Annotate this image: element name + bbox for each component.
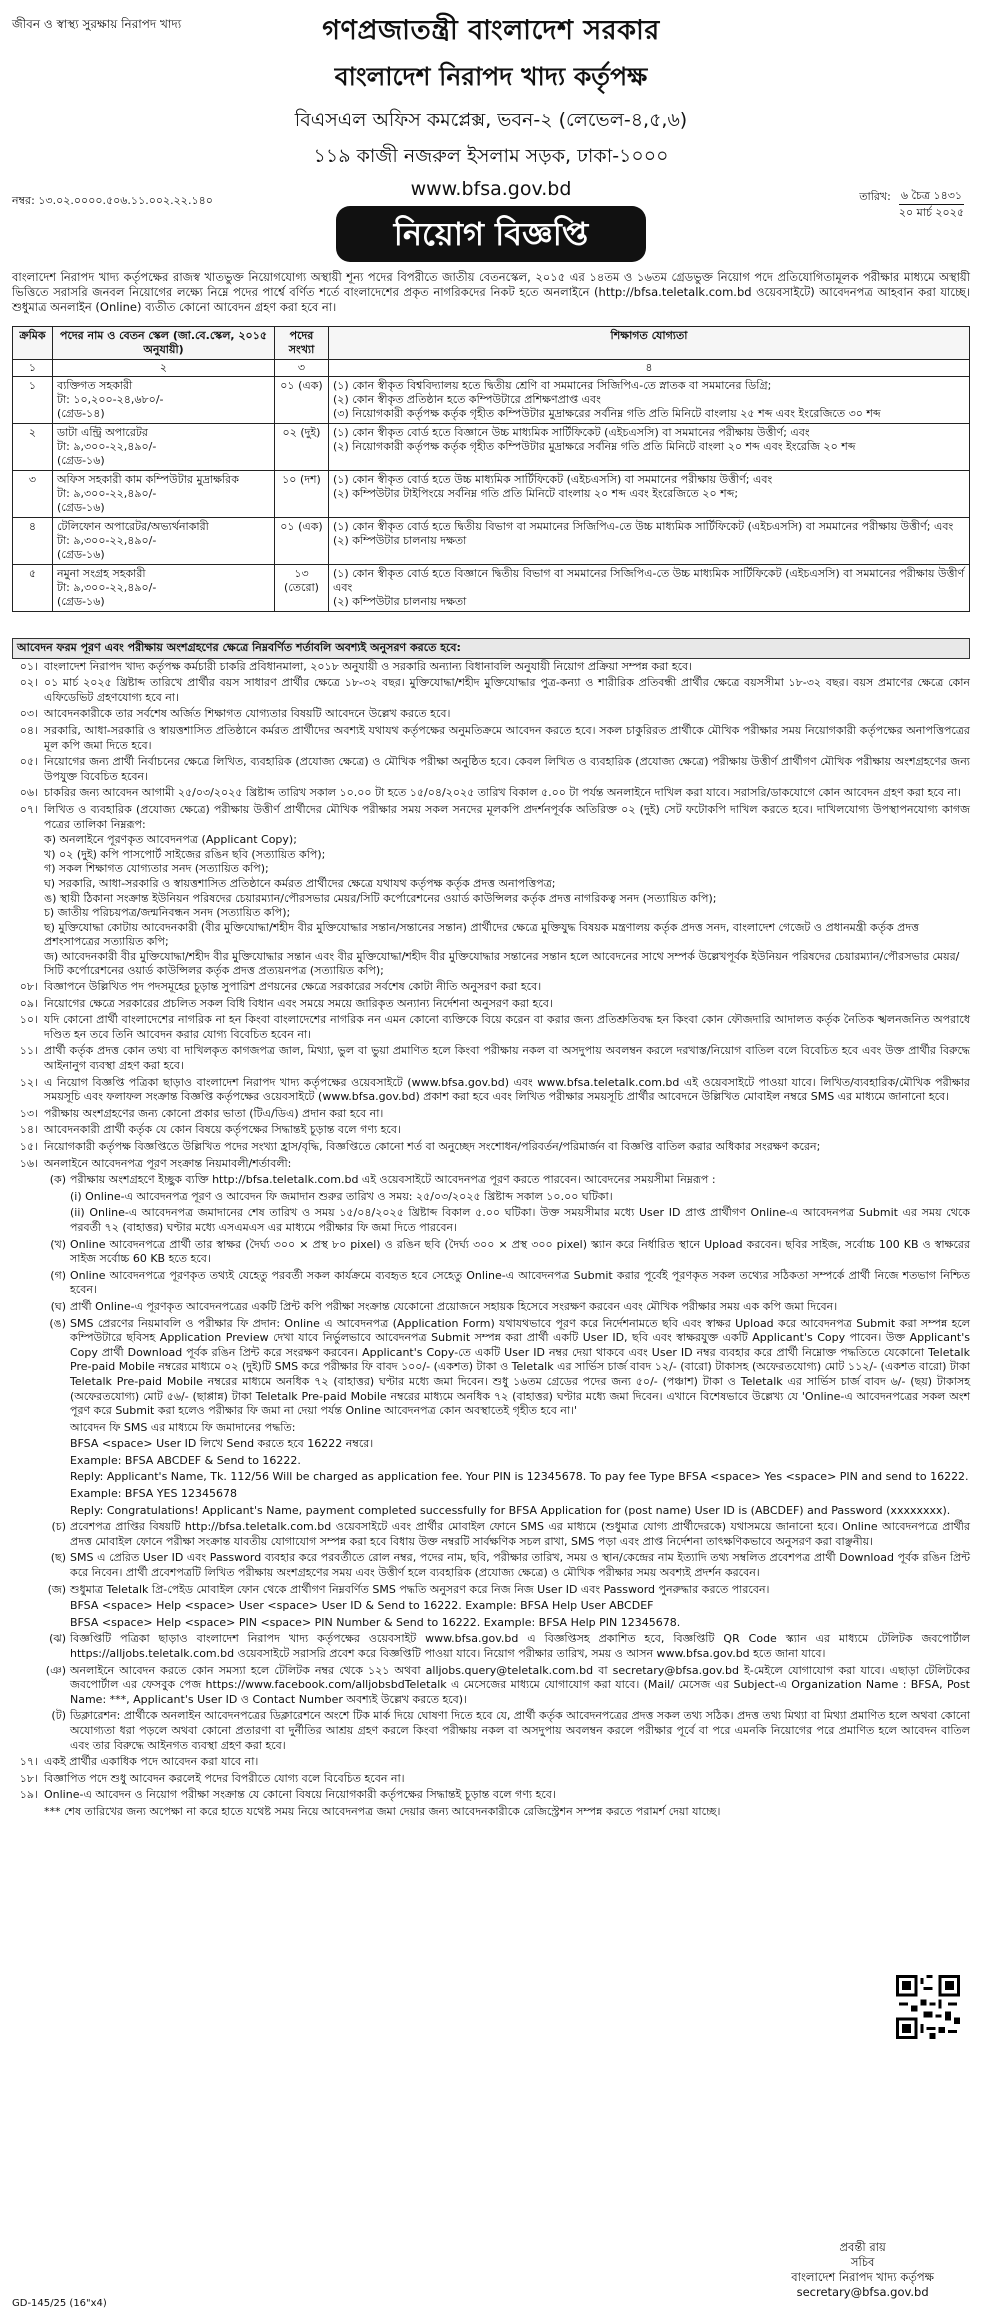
row-post [53, 565, 275, 612]
list-item [12, 1708, 970, 1754]
list-item [12, 785, 970, 802]
row-post [53, 424, 275, 471]
row-serial: ২ [13, 424, 53, 471]
list-item [12, 723, 970, 754]
document-item: ঙ) স্থায়ী ঠিকানা সংক্রান্ত ইউনিয়ন পরিষদের চেয়ারম্যান/পৌরসভার মেয়র/সিটি কর্পোরেশনের ওয়ার্ড কাউন্সিলর কর্তৃক প্রদত্ত নাগরিকত্ব সনদ (সত্যায়িত কপি); [44, 891, 717, 905]
list-item [12, 1754, 970, 1771]
qualification-item: (২) কম্পিউটার টাইপিংয়ে সর্বনিম্ন গতি প্রতি মিনিটে বাংলায় ২০ শব্দ এবং ইংরেজিতে ২০ শব্দ; [333, 487, 739, 500]
item-number: (ঞ) [45, 1663, 66, 1677]
item-text: BFSA <space> Help <space> User <space> User ID & Send to 16222. Example: BFSA Help User ABCDEF [70, 1599, 654, 1613]
list-item [12, 1503, 970, 1520]
post-scale: টা: ৯,৩০০-২২,৪৯০/- [57, 534, 157, 547]
document-item: খ) ০২ (দুই) কপি পাসপোর্ট সাইজের রঙিন ছবি (সত্যায়িত কপি); [44, 847, 326, 861]
government-title: গণপ্রজাতন্ত্রী বাংলাদেশ সরকার [322, 15, 660, 46]
list-item [12, 1436, 970, 1453]
item-number: ১৭। [19, 1755, 38, 1769]
intro-paragraph: বাংলাদেশ নিরাপদ খাদ্য কর্তৃপক্ষের রাজস্ব খাতভুক্ত নিয়োগযোগ্য অস্থায়ী শূন্য পদের বিপরীতে জাতীয় বেতনস্কেল, ২০১৫ এর ১৪তম ও ১৬তম গ্রেডভুক্ত নিয়োগ পদে প্রতিযোগিতামূলক পরীক্ষার মাধ্যমে অস্থায়ী ভিত্তিতে সরাসরি জনবল নিয়োগের লক্ষ্যে নিম্নে পদের পার্শ্বে বর্ণিত শর্তে বাংলাদেশের প্রকৃত নাগরিকদের নিকট হতে অনলাইনে (http://bfsa.teletalk.com.bd ওয়েবসাইটে) আবেদনপত্র আহবান করা যাচ্ছে। শুধুমাত্র অনলাইন (Online) ব্যতীত কোনো আবেদন গ্রহণ করা হবে না। [12, 270, 970, 314]
item-number: ১১। [19, 1044, 38, 1058]
document-item: ছ) মুক্তিযোদ্ধা কোটায় আবেদনকারী (বীর মুক্তিযোদ্ধা/শহীদ বীর মুক্তিযোদ্ধার সন্তান/সন্তানের সন্তান) প্রার্থীদের ক্ষেত্রে মুক্তিযুদ্ধ বিষয়ক মন্ত্রণালয় কর্তৃক প্রদত্ত সনদ, বাংলাদেশ গেজেট ও প্রধানমন্ত্রী কর্তৃক প্রদত্ত প্রশংসাপত্রের সত্যায়িত কপি; [44, 920, 920, 949]
item-number: (ঘ) [50, 1299, 66, 1313]
item-number [44, 1190, 66, 1205]
date-bangla: ৬ চৈত্র ১৪৩১ [899, 188, 964, 205]
signatory-name: প্রবন্তী রায় [839, 2240, 886, 2254]
item-number [44, 1437, 66, 1452]
col-num: ১ [13, 360, 53, 377]
list-item [12, 1615, 970, 1632]
qualification-item: (১) কোন স্বীকৃত বোর্ড হতে বিজ্ঞানে উচ্চ মাধ্যমিক সার্টিফিকেট (এইচএসসি) বা সমমানের পরীক্ষায় উত্তীর্ণ; এবং [333, 426, 810, 439]
item-number: ০৯। [19, 996, 38, 1010]
col-num: ৩ [275, 360, 329, 377]
list-item [12, 1106, 970, 1123]
item-number: ০৬। [19, 786, 38, 800]
list-item [12, 1804, 970, 1821]
item-number: (ট) [51, 1709, 66, 1723]
post-grade: (গ্রেড-১৬) [57, 595, 105, 608]
item-text: *** শেষ তারিখের জন্য অপেক্ষা না করে হাতে যথেষ্ট সময় নিয়ে আবেদনপত্র জমা দেয়ার জন্য আবেদনকারীকে রেজিস্ট্রেশন সম্পন্ন করতে পরামর্শ দেয়া যাচ্ছে। [44, 1804, 721, 1818]
table-row [13, 471, 970, 518]
item-text: Online আবেদনপত্রে পূরণকৃত তথ্যই যেহেতু পরবর্তী সকল কার্যক্রমে ব্যবহৃত হবে সেহেতু Online-এ আবেদনপত্র Submit করার পূর্বেই পূরণকৃত সকল তথ্যের সঠিকতা সম্পর্কে প্রার্থী নিজে শতভাগ নিশ্চিত হবেন। [70, 1268, 970, 1297]
document-item: গ) সকল শিক্ষাগত যোগ্যতার সনদ (সত্যায়িত কপি); [44, 862, 269, 876]
item-number [44, 1470, 66, 1485]
post-scale: টা: ৯,৩০০-২২,৪৯০/- [57, 581, 157, 594]
watermark [372, 1138, 672, 1228]
qualification-item: (১) কোন স্বীকৃত বিশ্ববিদ্যালয় হতে দ্বিতীয় শ্রেণি বা সমমানের সিজিপিএ-তে স্নাতক বা সমমানের ডিগ্রি; [333, 379, 772, 392]
list-item [12, 1316, 970, 1420]
table-row [13, 565, 970, 612]
website-line: www.bfsa.gov.bd [410, 178, 572, 200]
post-grade: (গ্রেড-১৬) [57, 501, 105, 514]
item-text: Example: BFSA ABCDEF & Send to 16222. [70, 1453, 301, 1467]
post-post: টেলিফোন অপারেটর/অভ্যর্থনাকারী [57, 520, 209, 533]
row-count: ১৩ (তেরো) [275, 565, 329, 612]
list-item [12, 1469, 970, 1486]
post-post: অফিস সহকারী কাম কম্পিউটার মুদ্রাক্ষরিক [57, 473, 239, 486]
list-item [12, 1787, 970, 1804]
item-text: অনলাইনে আবেদনপত্র পূরণ সংক্রান্ত নিয়মাবলী/শর্তাবলী: [44, 1156, 292, 1170]
item-text: পরীক্ষায় অংশগ্রহণে ইচ্ছুক ব্যক্তি http://bfsa.teletalk.com.bd এই ওয়েবসাইটে আবেদনপত্র পূরণ করতে পারবেন। আবেদনের সময়সীমা নিম্নরূপ : [70, 1173, 716, 1187]
post-post: ডাটা এন্ট্রি অপারেটর [57, 426, 148, 439]
item-text: Example: BFSA YES 12345678 [70, 1487, 237, 1501]
row-count: ০২ (দুই) [275, 424, 329, 471]
table-row [13, 518, 970, 565]
item-text: প্রবেশপত্র প্রাপ্তির বিষয়টি http://bfsa.teletalk.com.bd ওয়েবসাইটে এবং প্রার্থীর মোবাইল ফোনে SMS এর মাধ্যমে (শুধুমাত্র যোগ্য প্রার্থীদেরকে) যথাসময়ে জানানো হবে। Online আবেদনপত্রে প্রার্থীর প্রদত্ত মোবাইল ফোনে পরীক্ষা সংক্রান্ত যাবতীয় যোগাযোগ সম্পন্ন করা হবে বিধায় উক্ত নম্বরটি সার্বক্ষণিক সচল রাখা, SMS পড়া এবং প্রাপ্ত নির্দেশনা তাৎক্ষণিকভাবে অনুসরণ করা বাঞ্ছনীয়। [70, 1520, 970, 1548]
item-text: SMS এ প্রেরিত User ID এবং Password ব্যবহার করে পরবর্তীতে রোল নম্বর, পদের নাম, ছবি, পরীক্ষার তারিখ, সময় ও স্থান/কেন্দ্রের নাম ইত্যাদি তথ্য সম্বলিত প্রবেশপত্র প্রার্থী Download পূর্বক রঙিন প্রিন্ট করে নিবেন। প্রার্থী প্রবেশপত্রটি লিখিত পরীক্ষায় অংশগ্রহণের সময় এবং উত্তীর্ণ হলে ব্যবহারিক (প্রযোজ্য ক্ষেত্রে) ও মৌখিক পরীক্ষার সময় অবশ্যই প্রদর্শন করবেন। [70, 1551, 970, 1580]
list-item [12, 1663, 970, 1709]
item-number: (চ) [51, 1520, 66, 1534]
item-number [44, 1421, 66, 1436]
list-item [12, 754, 970, 785]
item-text: বাংলাদেশ নিরাপদ খাদ্য কর্তৃপক্ষ কর্মচারী চাকরি প্রবিধানমালা, ২০১৮ অনুযায়ী ও সরকারি অন্যান্য বিধানাবলি অনুযায়ী নিয়োগ প্রক্রিয়া সম্পন্ন করা হবে। [44, 659, 693, 673]
item-number [44, 1599, 66, 1614]
item-number: ০১। [19, 659, 38, 673]
item-number [44, 1616, 66, 1631]
signatory-title: সচিব [850, 2255, 875, 2269]
qualification-item: (১) কোন স্বীকৃত বোর্ড হতে বিজ্ঞানে দ্বিতীয় বিভাগ বা সমমানের সিজিপিএ-তে উচ্চ মাধ্যমিক সার্টিফিকেট (এইচএসসি) বা সমমানের পরীক্ষায় উত্তীর্ণ এবং [333, 567, 965, 594]
list-item [12, 1486, 970, 1503]
signatory-org: বাংলাদেশ নিরাপদ খাদ্য কর্তৃপক্ষ [791, 2270, 934, 2284]
item-number [44, 1487, 66, 1502]
qualification-item: (৩) নিয়োগকারী কর্তৃপক্ষ কর্তৃক গৃহীত কম্পিউটার মুদ্রাক্ষরের সর্বনিম্ন গতি প্রতি মিনিটে বাংলায় ২৫ শব্দ এবং ইংরেজিতে ৩০ শব্দ [333, 407, 881, 420]
item-text: Online-এ আবেদন ও নিয়োগ পরীক্ষা সংক্রান্ত যে কোনো বিষয়ে নিয়োগকারী কর্তৃপক্ষের সিদ্ধান্তই চূড়ান্ত বলে গণ্য হবে। [44, 1788, 556, 1802]
row-qualification [329, 471, 970, 518]
col-post: পদের নাম ও বেতন স্কেল (জা.বে.স্কেল, ২০১৫ অনুযায়ী) [53, 327, 275, 360]
item-number: (খ) [50, 1237, 66, 1251]
item-number: ০৩। [19, 707, 38, 721]
item-number: (ছ) [50, 1551, 66, 1565]
list-item [12, 802, 970, 833]
item-number: ১৯। [19, 1788, 38, 1802]
item-text: BFSA <space> Help <space> PIN <space> PIN Number & Send to 16222. Example: BFSA Help PIN 12345678. [70, 1615, 681, 1629]
notice-banner: নিয়োগ বিজ্ঞপ্তি [336, 206, 646, 262]
list-item [12, 659, 970, 676]
posts-table [12, 326, 970, 612]
item-text: প্রার্থী Online-এ পূরণকৃত আবেদনপত্রের একটি প্রিন্ট কপি পরীক্ষা সংক্রান্ত যেকোনো প্রয়োজনে সহায়ক হিসেবে সংরক্ষণ করবেন এবং মৌখিক পরীক্ষার সময় এক কপি জমা দিবেন। [70, 1299, 838, 1313]
item-text: SMS প্রেরণের নিয়মাবলি ও পরীক্ষার ফি প্রদান: Online এ আবেদনপত্র (Application Form) যথাযথভাবে পূরণ করে নির্দেশনামতে ছবি এবং স্বাক্ষর Upload করে আবেদনপত্র Submit করা সম্পন্ন হলে কম্পিউটারে ছবিসহ Application Preview দেখা যাবে নির্ভুলভাবে আবেদনপত্র Submit সম্পন্ন করা প্রার্থী একটি User ID, ছবি এবং স্বাক্ষরযুক্ত একটি Applicant's Copy পাবেন। উক্ত Applicant's Copy প্রার্থী Download পূর্বক রঙিন প্রিন্ট করে সংরক্ষণ করবেন। Applicant's Copy-তে একটি User ID নম্বর দেয়া থাকবে এবং User ID নম্বর ব্যবহার করে প্রার্থী নিম্নোক্ত পদ্ধতিতে যেকোনো Teletalk Pre-paid Mobile নম্বরের মাধ্যমে ০২ (দুই)টি SMS করে পরীক্ষার ফি বাবদ ১০০/- (একশত) টাকা ও Teletalk এর সার্ভিস চার্জ বাবদ ১২/- (বারো) টাকাসহ (অফেরতযোগ্য) মোট ১১২/- (একশত বারো) টাকা Teletalk Pre-paid Mobile নম্বরের মাধ্যমে অনধিক ৭২ (বাহাত্তর) ঘণ্টার মধ্যে জমা দিবেন। শুধু ১৬তম গ্রেডের পদের জন্য ৫০/- (পঞ্চাশ) টাকা ও Teletalk এর সার্ভিস চার্জ বাবদ ৬/- (ছয়) টাকাসহ (অফেরতযোগ্য) মোট ৫৬/- (ছাপ্পান্ন) টাকা Teletalk Pre-paid Mobile নম্বরের মাধ্যমে অনধিক ৭২ (বাহাত্তর) ঘণ্টার মধ্যে জমা দিবেন। এখানে বিশেষভাবে উল্লেখ্য যে 'Online-এ আবেদনপত্রের সকল অংশ পূরণ করে Submit করা হলেও পরীক্ষার ফি জমা না দেয়া পর্যন্ত Online আবেদনপত্র কোন অবস্থাতেই গৃহীত হবে না।' [70, 1316, 971, 1418]
post-post: নমুনা সংগ্রহ সহকারী [57, 567, 146, 580]
item-number [44, 1454, 66, 1469]
item-number: ০৪। [19, 723, 38, 737]
table-row [13, 424, 970, 471]
item-text: এ নিয়োগ বিজ্ঞপ্তি পত্রিকা ছাড়াও বাংলাদেশ নিরাপদ খাদ্য কর্তৃপক্ষের ওয়েবসাইটে (www.bfsa.gov.bd) এবং www.bfsa.teletalk.com.bd এই ওয়েবসাইটে পাওয়া যাবে। লিখিত/ব্যবহারিক/মৌখিক পরীক্ষার সময়সূচি এবং ফলাফল সংক্রান্ত বিজ্ঞপ্তি কর্তৃপক্ষের ওয়েবসাইটে (www.bfsa.gov.bd) প্রকাশ করা হবে এবং লিখিত পরীক্ষার সময়সূচি প্রার্থীর আবেদনে উল্লিখিত মোবাইল নম্বরে SMS এর মাধ্যমে জানানো হবে। [44, 1075, 970, 1104]
item-text: নিয়োগের জন্য প্রার্থী নির্বাচনের ক্ষেত্রে লিখিত, ব্যবহারিক (প্রযোজ্য ক্ষেত্রে) ও মৌখিক পরীক্ষা অনুষ্ঠিত হবে। কেবল লিখিত ও ব্যবহারিক (প্রযোজ্য ক্ষেত্রে) পরীক্ষায় উত্তীর্ণ প্রার্থীগণ মৌখিক পরীক্ষায় অংশগ্রহণের জন্য উপযুক্ত বিবেচিত হবেন। [44, 755, 970, 783]
list-item [12, 675, 970, 706]
post-post: ব্যক্তিগত সহকারী [57, 379, 133, 392]
row-serial: ৫ [13, 565, 53, 612]
item-number: (গ) [50, 1268, 66, 1282]
item-text: Reply: Applicant's Name, Tk. 112/56 Will be charged as application fee. Your PIN is 12345678. To pay fee Type BFSA <space> Yes <space> PIN and send to 16222. [70, 1470, 969, 1484]
date-label: তারিখ: [859, 190, 891, 203]
post-grade: (গ্রেড-১৬) [57, 454, 105, 467]
qualification-item: (২) কম্পিউটার চালনায় দক্ষতা [333, 534, 467, 547]
qualification-item: (২) নিয়োগকারী কর্তৃপক্ষ কর্তৃক গৃহীত কম্পিউটার মুদ্রাক্ষরে সর্বনিম্ন গতি প্রতি মিনিটে বাংলা ২০ শব্দ এবং ইংরেজি ২০ শব্দ [333, 440, 856, 453]
col-num: ২ [53, 360, 275, 377]
item-text: চাকরির জন্য আবেদন আগামী ২৫/০৩/২০২৫ খ্রিষ্টাব্দ তারিখ সকাল ১০.০০ টা হতে ১৫/০৪/২০২৫ তারিখ বিকাল ৫.০০ টা পর্যন্ত অনলাইনে দাখিল করা যাবে। সরাসরি/ডাকযোগে কোন আবেদন গ্রহণ করা হবে না। [44, 786, 962, 800]
col-num: ৪ [329, 360, 970, 377]
item-text: আবেদনকারীকে তার সর্বশেষ অর্জিত শিক্ষাগত যোগ্যতার বিষয়টি আবেদনে উল্লেখ করতে হবে। [44, 707, 451, 721]
list-item [12, 1237, 970, 1268]
row-post [53, 518, 275, 565]
item-number [44, 1206, 66, 1235]
row-count: ১০ (দশ) [275, 471, 329, 518]
conditions-heading: আবেদন ফরম পূরণ এবং পরীক্ষায় অংশগ্রহণের ক্ষেত্রে নিম্নবর্ণিত শর্তাবলি অবশ্যই অনুসরণ করতে হবে: [12, 638, 970, 659]
item-number: ০২। [19, 676, 38, 690]
col-serial: ক্রমিক [13, 327, 53, 360]
agency-title: বাংলাদেশ নিরাপদ খাদ্য কর্তৃপক্ষ [334, 62, 648, 91]
list-item [12, 1453, 970, 1470]
row-qualification [329, 377, 970, 424]
item-text: সরকারি, আধা-সরকারি ও স্বায়ত্তশাসিত প্রতিষ্ঠানে কর্মরত প্রার্থীদের অবশ্যই যথাযথ কর্তৃপক্ষের অনুমতিক্রমে আবেদন করতে হবে। সকল চাকুরিরত প্রার্থীকে মৌখিক পরীক্ষার সময় নিয়োগকারী কর্তৃপক্ষের অনাপত্তিপত্রের মূল কপি জমা দিতে হবে। [44, 723, 970, 752]
building-line: বিএসএল অফিস কমপ্লেক্স, ভবন-২ (লেভেল-৪,৫,৬) [294, 109, 688, 131]
col-qualification: শিক্ষাগত যোগ্যতা [329, 327, 970, 360]
list-item [12, 1771, 970, 1788]
row-qualification [329, 424, 970, 471]
item-text: বিজ্ঞাপিত পদে শুধু আবেদন করলেই পদের বিপরীতে যোগ্য বলে বিবেচিত হবেন না। [44, 1771, 405, 1785]
item-text: পরীক্ষায় অংশগ্রহণের জন্য কোনো প্রকার ভাতা (টিএ/ডিএ) প্রদান করা হবে না। [44, 1106, 384, 1120]
list-item [12, 979, 970, 996]
list-item [12, 1582, 970, 1599]
item-number: (জ) [47, 1582, 66, 1596]
item-text: আবেদন ফি SMS এর মাধ্যমে ফি জমাদানের পদ্ধতি: [70, 1420, 296, 1434]
item-number: ১৩। [19, 1106, 38, 1120]
list-item [12, 1012, 970, 1043]
list-item [12, 1420, 970, 1437]
list-item [12, 1299, 970, 1316]
list-item [12, 1075, 970, 1106]
item-number: ০৫। [19, 755, 38, 769]
signatory-email[interactable]: secretary@bfsa.gov.bd [796, 2285, 929, 2299]
row-qualification [329, 518, 970, 565]
item-text: ০১ মার্চ ২০২৫ খ্রিষ্টাব্দ তারিখে প্রার্থীর বয়স সাধারণ প্রার্থীর ক্ষেত্রে ১৮-৩২ বছর। মুক্তিযোদ্ধা/শহীদ মুক্তিযোদ্ধার পুত্র-কন্যা ও শারীরিক প্রতিবন্ধী প্রার্থীর ক্ষেত্রে বয়সসীমা ১৮-৩২ বছর। বয়স প্রমাণের ক্ষেত্রে কোন এফিডেভিট গ্রহণযোগ্য হবে না। [44, 676, 970, 704]
qualification-item: (১) কোন স্বীকৃত বোর্ড হতে উচ্চ মাধ্যমিক সার্টিফিকেট (এইচএসসি) বা সমমানের পরীক্ষায় উত্তীর্ণ; এবং [333, 473, 773, 486]
table-row [13, 377, 970, 424]
item-number [44, 1504, 66, 1519]
item-text: Reply: Congratulations! Applicant's Name, payment completed successfully for BFSA Application for (post name) User ID is (ABCDEF) and Password (xxxxxxxx). [70, 1503, 951, 1517]
address-line: ১১৯ কাজী নজরুল ইসলাম সড়ক, ঢাকা-১০০০ [313, 145, 669, 167]
item-text: বিজ্ঞপ্তিটি পত্রিকা ছাড়াও বাংলাদেশ নিরাপদ খাদ্য কর্তৃপক্ষের ওয়েবসাইট www.bfsa.gov.bd এ বিজ্ঞপ্তিসহ প্রকাশিত হবে, বিজ্ঞপ্তিটি QR Code স্ক্যান এর মাধ্যমে টেলিটক জবপোর্টাল https://alljobs.teletalk.com.bd ওয়েবসাইটে সরাসরি প্রবেশ করে বিজ্ঞপ্তিটি পাওয়া যাবে। নিয়োগ পরীক্ষার তারিখ, সময় ও আসন www.bfsa.gov.bd হতে জানা যাবে। [70, 1632, 970, 1660]
item-text: Online আবেদনপত্রে প্রার্থী তার স্বাক্ষর (দৈর্ঘ্য ৩০০ × প্রস্থ ৮০ pixel) ও রঙিন ছবি (দৈর্ঘ্য ৩০০ × প্রস্থ ৩০০ pixel) স্ক্যান করে নির্ধারিত স্থানে Upload করবেন। ছবির সাইজ, সর্বোচ্চ 100 KB ও স্বাক্ষরের সাইজ সর্বোচ্চ 60 KB হতে হবে। [70, 1237, 970, 1266]
letterhead [12, 8, 970, 200]
document-item: ক) অনলাইনে পূরণকৃত আবেদনপত্র (Applicant Copy); [44, 833, 297, 847]
list-item [12, 1631, 970, 1662]
item-text: অনলাইনে আবেদন করতে কোন সমস্যা হলে টেলিটক নম্বর থেকে ১২১ অথবা alljobs.query@teletalk.com.bd বা secretary@bfsa.gov.bd ই-মেইলে যোগাযোগ করা যাবে। এছাড়া টেলিটকের জবপোর্টাল এর ফেসবুক পেজ https://www.facebook.com/alljobsbdTeletalk এ মেসেজের মাধ্যমে যোগাযোগ করা যাবে। (Mail/ মেসেজ এর Subject-এ Organization Name : BFSA, Post Name: ***, Applicant's User ID ও Contact Number অবশ্যই উল্লেখ করতে হবে)। [70, 1663, 970, 1706]
notice-page [12, 8, 970, 2316]
item-text: আবেদনকারী প্রার্থী কর্তৃক যে কোন বিষয়ে কর্তৃপক্ষের সিদ্ধান্তই চূড়ান্ত বলে গণ্য হবে। [44, 1123, 401, 1137]
qr-code-icon[interactable] [896, 1975, 960, 2039]
signature-block [791, 2240, 934, 2300]
item-number: (ঙ) [49, 1316, 66, 1330]
document-item: ঘ) সরকারি, আধা-সরকারি ও স্বায়ত্তশাসিত প্রতিষ্ঠানে কর্মরত প্রার্থীদের ক্ষেত্রে যথাযথ কর্তৃপক্ষ কর্তৃক প্রদত্ত অনাপত্তিপত্র; [44, 876, 556, 890]
list-item [12, 1519, 970, 1550]
list-item [12, 706, 970, 723]
date-block [859, 188, 964, 221]
item-number: ১০। [19, 1013, 38, 1027]
document-item: চ) জাতীয় পরিচয়পত্র/জন্মনিবন্ধন সনদ (সত্যায়িত কপি); [44, 906, 291, 920]
date-english: ২০ মার্চ ২০২৫ [898, 206, 964, 219]
document-item: জ) আবেদনকারী বীর মুক্তিযোদ্ধা/শহীদ বীর মুক্তিযোদ্ধার সন্তান এবং বীর মুক্তিযোদ্ধা/শহীদ বীর মুক্তিযোদ্ধার সন্তানের সন্তান হলে আবেদনের সাথে সম্পর্ক উল্লেখপূর্বক ইউনিয়ন পরিষদের চেয়ারম্যান/পৌরসভার মেয়র/সিটি কর্পোরেশনের ওয়ার্ড কাউন্সিলর কর্তৃক প্রদত্ত প্রত্যয়নপত্র (সত্যায়িত কপি); [44, 949, 960, 978]
item-text: নিয়োগকারী কর্তৃপক্ষ বিজ্ঞপ্তিতে উল্লিখিত পদের সংখ্যা হ্রাস/বৃদ্ধি, বিজ্ঞপ্তিতে কোনো শর্ত বা অনুচ্ছেদ সংশোধন/পরিবর্তন/পরিমার্জন বা বিজ্ঞপ্তি বাতিল করার অধিকার সংরক্ষণ করেন; [44, 1140, 821, 1153]
post-scale: টা: ৯,৩০০-২২,৪৯০/- [57, 440, 157, 453]
post-scale: টা: ১০,২০০-২৪,৬৮০/- [57, 393, 164, 406]
item-text: শুধুমাত্র Teletalk প্রি-পেইড মোবাইল ফোন থেকে প্রার্থীগণ নিম্নবর্ণিত SMS পদ্ধতি অনুসরণ করে নিজ নিজ User ID এবং Password পুনরুদ্ধার করতে পারবেন। [70, 1582, 770, 1596]
item-number: (ঝ) [49, 1632, 66, 1646]
memo-number: নম্বর: ১৩.০২.০০০০.৫০৬.১১.০০২.২২.১৪০ [12, 194, 213, 207]
item-text: ডিক্লারেশন: প্রার্থীকে অনলাইন আবেদনপত্রের ডিক্লারেশনে অংশে টিক মার্ক দিয়ে ঘোষণা দিতে হবে যে, প্রার্থী কর্তৃক আবেদনপত্রের প্রদত্ত সকল তথ্য সঠিক। প্রদত্ত তথ্য মিথ্যা বা মিথ্যা প্রমাণিত হলে অথবা কোনো অযোগ্যতা ধরা পড়লে অথবা কোনো প্রতারণা বা দুর্নীতির আশ্রয় গ্রহণ করলে কিংবা পরীক্ষায় নকল বা অসদুপায় অবলম্বন করলে পরীক্ষার পূর্বে বা পরে এমনকি নিয়োগের পরে প্রমাণিত হলে আবেদন বাতিল এবং তার বিরুদ্ধে আইনগত ব্যবস্থা গ্রহণ করা হবে। [70, 1709, 970, 1752]
item-number [12, 1805, 38, 1820]
item-number: ১২। [19, 1075, 38, 1089]
item-text: নিয়োগের ক্ষেত্রে সরকারের প্রচলিত সকল বিধি বিধান এবং সময়ে সময়ে জারিকৃত অন্যান্য নির্দেশনা অনুসরণ করা হবে। [44, 996, 553, 1010]
col-count: পদের সংখ্যা [275, 327, 329, 360]
list-item [12, 1598, 970, 1615]
row-serial: ৩ [13, 471, 53, 518]
item-text: লিখিত ও ব্যবহারিক (প্রযোজ্য ক্ষেত্রে) পরীক্ষায় উত্তীর্ণ প্রার্থীদের মৌখিক পরীক্ষার সময় সকল সনদের মূলকপি প্রদর্শনপূর্বক অতিরিক্ত ০২ (দুই) সেট ফটোকপি দাখিল করতে হবে। দাখিলযোগ্য উপস্থাপনযোগ্য কাগজ পত্রের তালিকা নিম্নরূপ: [44, 802, 970, 831]
item-number: ১৫। [19, 1140, 38, 1153]
item-text: একই প্রার্থীর একাধিক পদে আবেদন করা যাবে না। [44, 1755, 259, 1769]
row-count: ০১ (এক) [275, 518, 329, 565]
item-text: (ii) Online-এ আবেদনপত্র জমাদানের শেষ তারিখ ও সময় ১৫/০৪/২০২৫ খ্রিষ্টাব্দ বিকাল ৫.০০ ঘটিকা। উক্ত সময়সীমার মধ্যে User ID প্রাপ্ত প্রার্থীগণ Online-এ আবেদনপত্র Submit এর সময় থেকে পরবর্তী ৭২ (বাহাত্তর) ঘণ্টার মধ্যে এসএমএস এর মাধ্যমে পরীক্ষার ফি জমা দিতে পারবেন। [70, 1206, 970, 1234]
qualification-item: (২) কোন স্বীকৃত প্রতিষ্ঠান হতে কম্পিউটারে প্রশিক্ষণপ্রাপ্ত এবং [333, 393, 601, 406]
item-number: ১৬। [19, 1156, 38, 1170]
footer-code: GD-145/25 (16"x4) [12, 2298, 107, 2309]
row-post [53, 377, 275, 424]
list-item [12, 1268, 970, 1299]
post-scale: টা: ৯,৩০০-২২,৪৯০/- [57, 487, 157, 500]
item-text: যদি কোনো প্রার্থী বাংলাদেশের নাগরিক না হন কিংবা বাংলাদেশের নাগরিক নন এমন কোনো ব্যক্তিকে বিয়ে করেন বা করার জন্য প্রতিশ্রুতিবদ্ধ হন কিংবা কোন ফৌজদারি আদালত কর্তৃক নৈতিক স্খলনজনিত অপরাধে দণ্ডিত হন তবে তিনি আবেদন করার যোগ্য বিবেচিত হবেন না। [44, 1013, 970, 1041]
qualification-item: (১) কোন স্বীকৃত বোর্ড হতে দ্বিতীয় বিভাগ বা সমমানের সিজিপিএ-তে উচ্চ মাধ্যমিক সার্টিফিকেট (এইচএসসি) বা সমমানের পরীক্ষায় উত্তীর্ণ; এবং [333, 520, 954, 533]
list-item [12, 1043, 970, 1074]
row-count: ০১ (এক) [275, 377, 329, 424]
row-serial: ৪ [13, 518, 53, 565]
list-item [12, 996, 970, 1013]
post-grade: (গ্রেড-১৬) [57, 548, 105, 561]
item-number: ১৪। [19, 1123, 38, 1137]
item-number: (ক) [49, 1173, 66, 1187]
list-item [12, 1122, 970, 1139]
post-grade: (গ্রেড-১৪) [57, 407, 105, 420]
item-text: (i) Online-এ আবেদনপত্র পূরণ ও আবেদন ফি জমাদান শুরুর তারিখ ও সময়: ২৫/০৩/২০২৫ খ্রিষ্টাব্দ সকাল ১০.০০ ঘটিকা। [70, 1189, 613, 1203]
tagline: জীবন ও স্বাস্থ্য সুরক্ষায় নিরাপদ খাদ্য [12, 17, 182, 31]
row-post [53, 471, 275, 518]
item-number: ১৮। [19, 1771, 38, 1785]
item-number: ০৭। [19, 802, 38, 816]
item-text: BFSA <space> User ID লিখে Send করতে হবে 16222 নম্বরে। [70, 1437, 374, 1451]
qualification-item: (২) কম্পিউটার চালনায় দক্ষতা [333, 595, 467, 608]
item-text: প্রার্থী কর্তৃক প্রদত্ত কোন তথ্য বা দাখিলকৃত কাগজপত্র জাল, মিথ্যা, ভুল বা ভুয়া প্রমাণিত হলে কিংবা পরীক্ষায় নকল বা অসদুপায় অবলম্বন করলে দরখাস্ত/নিয়োগ বাতিল বলে বিবেচিত হবে এবং উক্ত প্রার্থীর বিরুদ্ধে আইনানুগ ব্যবস্থা গ্রহণ করা হবে। [44, 1044, 970, 1073]
list-item [12, 1550, 970, 1581]
row-qualification [329, 565, 970, 612]
row-serial: ১ [13, 377, 53, 424]
item-number: ০৮। [19, 980, 38, 994]
conditions-section [12, 638, 970, 1821]
item-text: বিজ্ঞাপনে উল্লিখিত পদ পদসমূহের চূড়ান্ত সুপারিশ প্রণয়নের ক্ষেত্রে সরকারের সর্বশেষ কোটা নীতি অনুসরণ করা হবে। [44, 980, 542, 994]
